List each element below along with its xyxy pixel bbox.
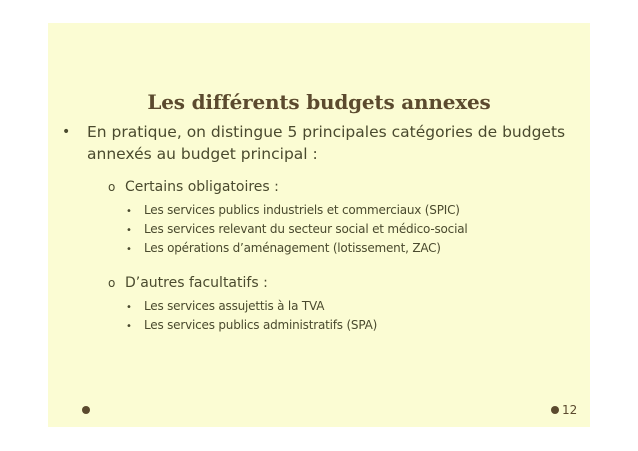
list-item [126,318,377,332]
list-item-text: Les services assujettis à la TVA [144,299,325,313]
list-item-text: Les opérations d’aménagement (lotissement, ZAC) [144,241,441,255]
main-bullet [62,121,582,165]
slide-title: Les différents budgets annexes [147,90,491,114]
bullet-icon: • [126,302,132,313]
sub-bullet-mandatory [108,179,279,195]
list-item [126,299,324,313]
page-number: 12 [562,403,578,417]
bullet-icon: • [126,321,132,332]
list-item-text: Les services relevant du secteur social et médico-social [144,222,468,236]
list-item [126,222,468,236]
list-item-text: Les services publics administratifs (SPA) [144,318,378,332]
circle-bullet-icon: o [108,276,116,290]
bullet-icon: • [126,244,132,255]
sub-bullet-label: D’autres facultatifs : [125,275,268,291]
bullet-icon: • [126,206,132,217]
slide [48,23,590,427]
footer-dot-icon [82,406,90,414]
list-item-text: Les services publics industriels et commerciaux (SPIC) [144,203,460,217]
bullet-icon: • [126,225,132,236]
circle-bullet-icon: o [108,180,116,194]
footer-dot-icon [551,406,559,414]
sub-bullet-optional [108,275,268,291]
list-item [126,203,460,217]
list-item [126,241,441,255]
sub-bullet-label: Certains obligatoires : [125,179,279,195]
main-bullet-text: En pratique, on distingue 5 principales catégories de budgets annexés au budget principal : [87,123,566,163]
bullet-icon: • [62,124,71,140]
